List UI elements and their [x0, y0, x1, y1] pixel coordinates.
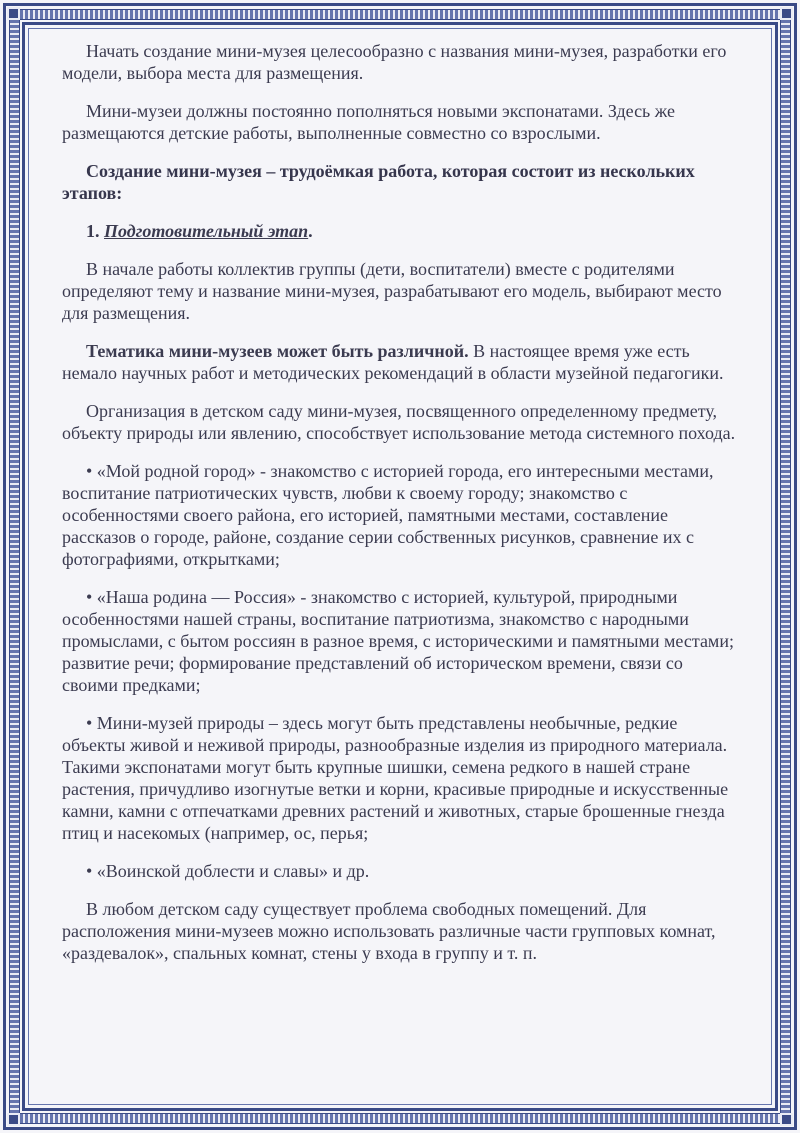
list-item-my-city: • «Мой родной город» - знакомство с историей города, его интересными местами, воспитание патриотических чувств, любви к своему городу; знакомство с особенностями своего района, его историей, памятными местами, составление рассказов о городе, районе, создание серии собственных рисунков, сравнение их с фотографиями, открытками;: [62, 461, 714, 569]
themes-rest: В настоящее время уже есть немало научных работ и методических рекомендаций в области музейной педагогики.: [62, 341, 724, 383]
section-title: Подготовительный этап: [104, 221, 309, 241]
paragraph-placement: В любом детском саду существует проблема свободных помещений. Для расположения мини-музеев можно использовать различные части групповых комнат, «раздевалок», спальных комнат, стены у входа в группу и т. п.: [62, 899, 716, 963]
corner-ornament: [7, 7, 20, 20]
paragraph-stages-heading: Создание мини-музея – трудоёмкая работа, которая состоит из нескольких этапов:: [62, 161, 695, 203]
list-item-russia: • «Наша родина — Россия» - знакомство с историей, культурой, природными особенностями нашей страны, воспитание патриотизма, знакомство с народными промыслами, с бытом россиян в разное время, с историческими и памятными местами; развитие речи; формирование представлений об историческом времени, связи со своими предками;: [62, 587, 734, 695]
corner-ornament: [780, 7, 793, 20]
paragraph-themes: [62, 340, 742, 384]
corner-ornament: [7, 1113, 20, 1126]
page-border-stripe-left: [9, 10, 20, 1123]
section-number: 1.: [86, 221, 104, 241]
themes-bold-lead: Тематика мини-музеев может быть различной.: [86, 341, 469, 361]
corner-ornament: [780, 1113, 793, 1126]
section-title-end: .: [308, 221, 313, 241]
page-border-stripe-right: [780, 10, 791, 1123]
paragraph-organization: Организация в детском саду мини-музея, посвященного определенному предмету, объекту природы или явлению, способствует использование метода системного похода.: [62, 401, 736, 443]
list-item-nature-museum: • Мини-музей природы – здесь могут быть представлены необычные, редкие объекты живой и неживой природы, разнообразные изделия из природного материала. Такими экспонатами могут быть крупные шишки, семена редкого в нашей стране растения, причудливо изогнутые ветки и корни, красивые природные и искусственные камни, камни с отпечатками древних растений и животных, старые брошенные гнезда птиц и насекомых (например, ос, перья;: [62, 713, 729, 843]
paragraph-intro: Начать создание мини-музея целесообразно с названия мини-музея, разработки его модели, выбора места для размещения.: [62, 41, 727, 83]
paragraph-exhibits: Мини-музеи должны постоянно пополняться новыми экспонатами. Здесь же размещаются детские работы, выполненные совместно со взрослыми.: [62, 101, 675, 143]
list-item-military-glory: • «Воинской доблести и славы» и др.: [86, 861, 370, 881]
paragraph-group-work: В начале работы коллектив группы (дети, воспитатели) вместе с родителями определяют тему и название мини-музея, разрабатывают его модель, выбирают место для размещения.: [62, 259, 722, 323]
document-body: [62, 40, 742, 980]
page-border-stripe-bottom: [10, 1113, 790, 1124]
section-heading-preparatory: [62, 220, 742, 242]
page-border-stripe-top: [10, 9, 790, 20]
